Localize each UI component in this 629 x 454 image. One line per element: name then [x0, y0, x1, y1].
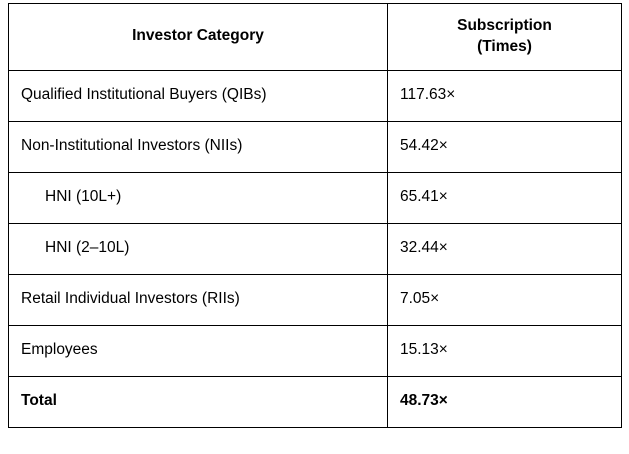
- table-row: [9, 121, 622, 172]
- table-head: [9, 4, 622, 71]
- cell-investor-category: Total: [9, 376, 388, 427]
- column-header-subscription-line1: Subscription: [457, 17, 552, 34]
- table-row: [9, 70, 622, 121]
- table-row: [9, 376, 622, 427]
- column-header-subscription-line2: (Times): [477, 37, 532, 55]
- cell-subscription-times: 54.42×: [388, 121, 622, 172]
- cell-investor-category: Retail Individual Investors (RIIs): [9, 274, 388, 325]
- subscription-table-container: [0, 3, 629, 454]
- cell-investor-category: HNI (2–10L): [9, 223, 388, 274]
- table-body: [9, 70, 622, 427]
- cell-subscription-times: 7.05×: [388, 274, 622, 325]
- table-row: [9, 325, 622, 376]
- table-header-row: [9, 4, 622, 71]
- column-header-subscription: [388, 4, 622, 71]
- cell-subscription-times: 117.63×: [388, 70, 622, 121]
- cell-subscription-times: 65.41×: [388, 172, 622, 223]
- ipo-subscription-table: [8, 3, 622, 428]
- cell-subscription-times: 48.73×: [388, 376, 622, 427]
- column-header-investor-category: Investor Category: [9, 4, 388, 71]
- cell-investor-category: Employees: [9, 325, 388, 376]
- table-row: [9, 274, 622, 325]
- cell-investor-category: Qualified Institutional Buyers (QIBs): [9, 70, 388, 121]
- cell-subscription-times: 32.44×: [388, 223, 622, 274]
- cell-investor-category: Non-Institutional Investors (NIIs): [9, 121, 388, 172]
- table-row: [9, 223, 622, 274]
- cell-investor-category: HNI (10L+): [9, 172, 388, 223]
- table-row: [9, 172, 622, 223]
- cell-subscription-times: 15.13×: [388, 325, 622, 376]
